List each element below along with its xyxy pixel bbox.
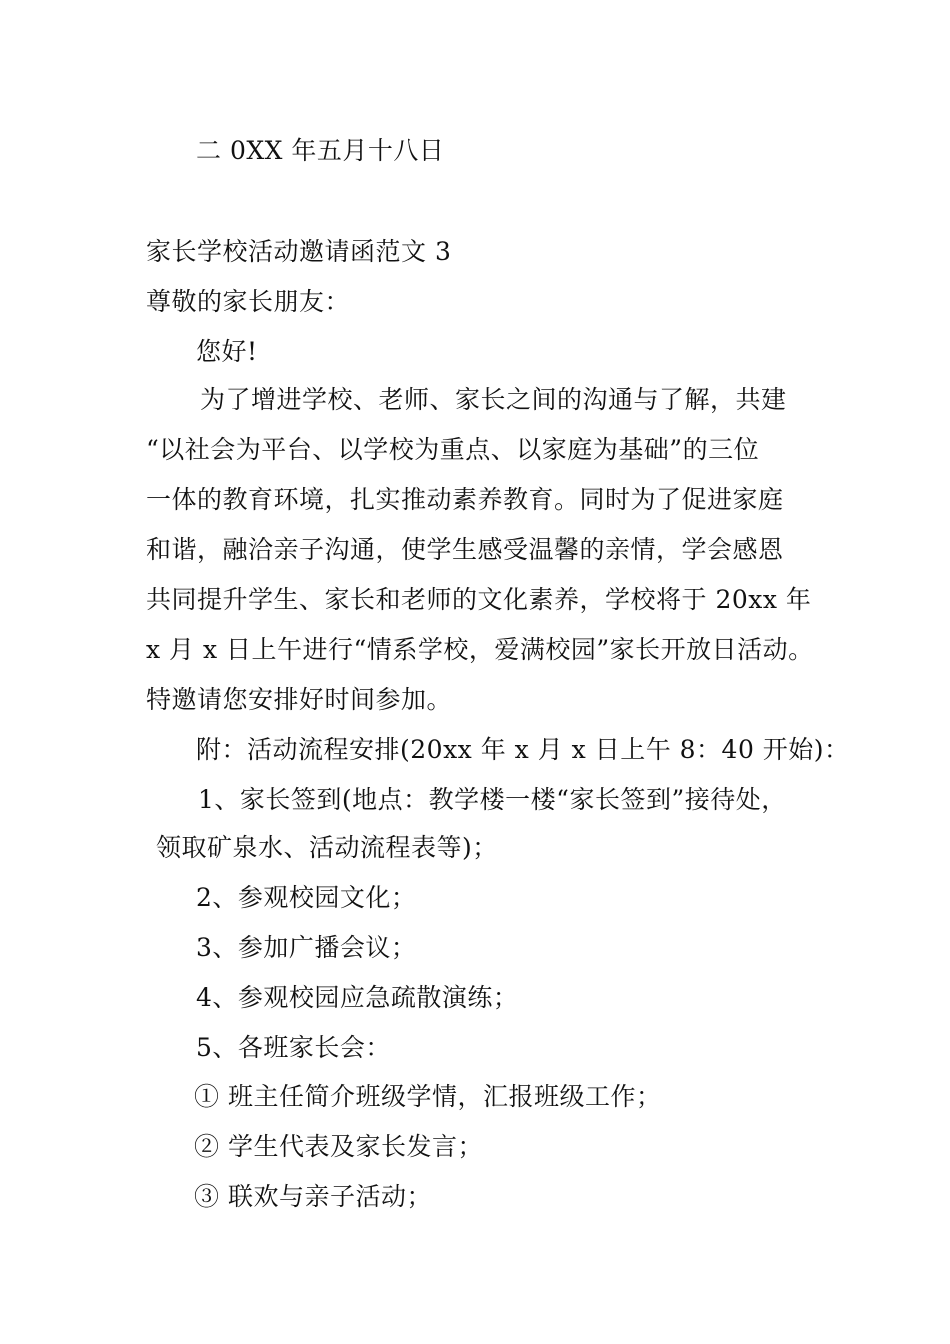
body-line: 特邀请您安排好时间参加。 xyxy=(146,685,453,714)
sub-list-item: ① 班主任简介班级学情，汇报班级工作； xyxy=(194,1082,662,1111)
greeting: 您好! xyxy=(196,337,258,366)
list-item: 1、家长签到(地点：教学楼一楼“家长签到”接待处， xyxy=(198,785,787,814)
salutation: 尊敬的家长朋友： xyxy=(146,287,351,316)
body-line: 共同提升学生、家长和老师的文化素养，学校将于 20xx 年 xyxy=(146,585,812,614)
list-item: 领取矿泉水、活动流程表等)； xyxy=(156,833,498,862)
list-item: 5、各班家长会： xyxy=(196,1033,391,1062)
list-item: 4、参观校园应急疏散演练； xyxy=(196,983,519,1012)
body-line: 和谐，融洽亲子沟通，使学生感受温馨的亲情，学会感恩 xyxy=(146,535,784,564)
appendix-heading: 附：活动流程安排(20xx 年 x 月 x 日上午 8：40 开始)： xyxy=(196,735,850,764)
date-line: 二 0XX 年五月十八日 xyxy=(196,136,445,165)
sub-list-item: ② 学生代表及家长发言； xyxy=(194,1132,483,1161)
body-line: “以社会为平台、以学校为重点、以家庭为基础”的三位 xyxy=(146,435,760,464)
list-item: 2、参观校园文化； xyxy=(196,883,417,912)
body-line: 为了增进学校、老师、家长之间的沟通与了解，共建 xyxy=(200,385,787,414)
document-title: 家长学校活动邀请函范文 3 xyxy=(146,237,452,266)
sub-list-item: ③ 联欢与亲子活动； xyxy=(194,1182,432,1211)
list-item: 3、参加广播会议； xyxy=(196,933,417,962)
body-line: 一体的教育环境，扎实推动素养教育。同时为了促进家庭 xyxy=(146,485,784,514)
body-line: x 月 x 日上午进行“情系学校，爱满校园”家长开放日活动。 xyxy=(146,635,814,664)
